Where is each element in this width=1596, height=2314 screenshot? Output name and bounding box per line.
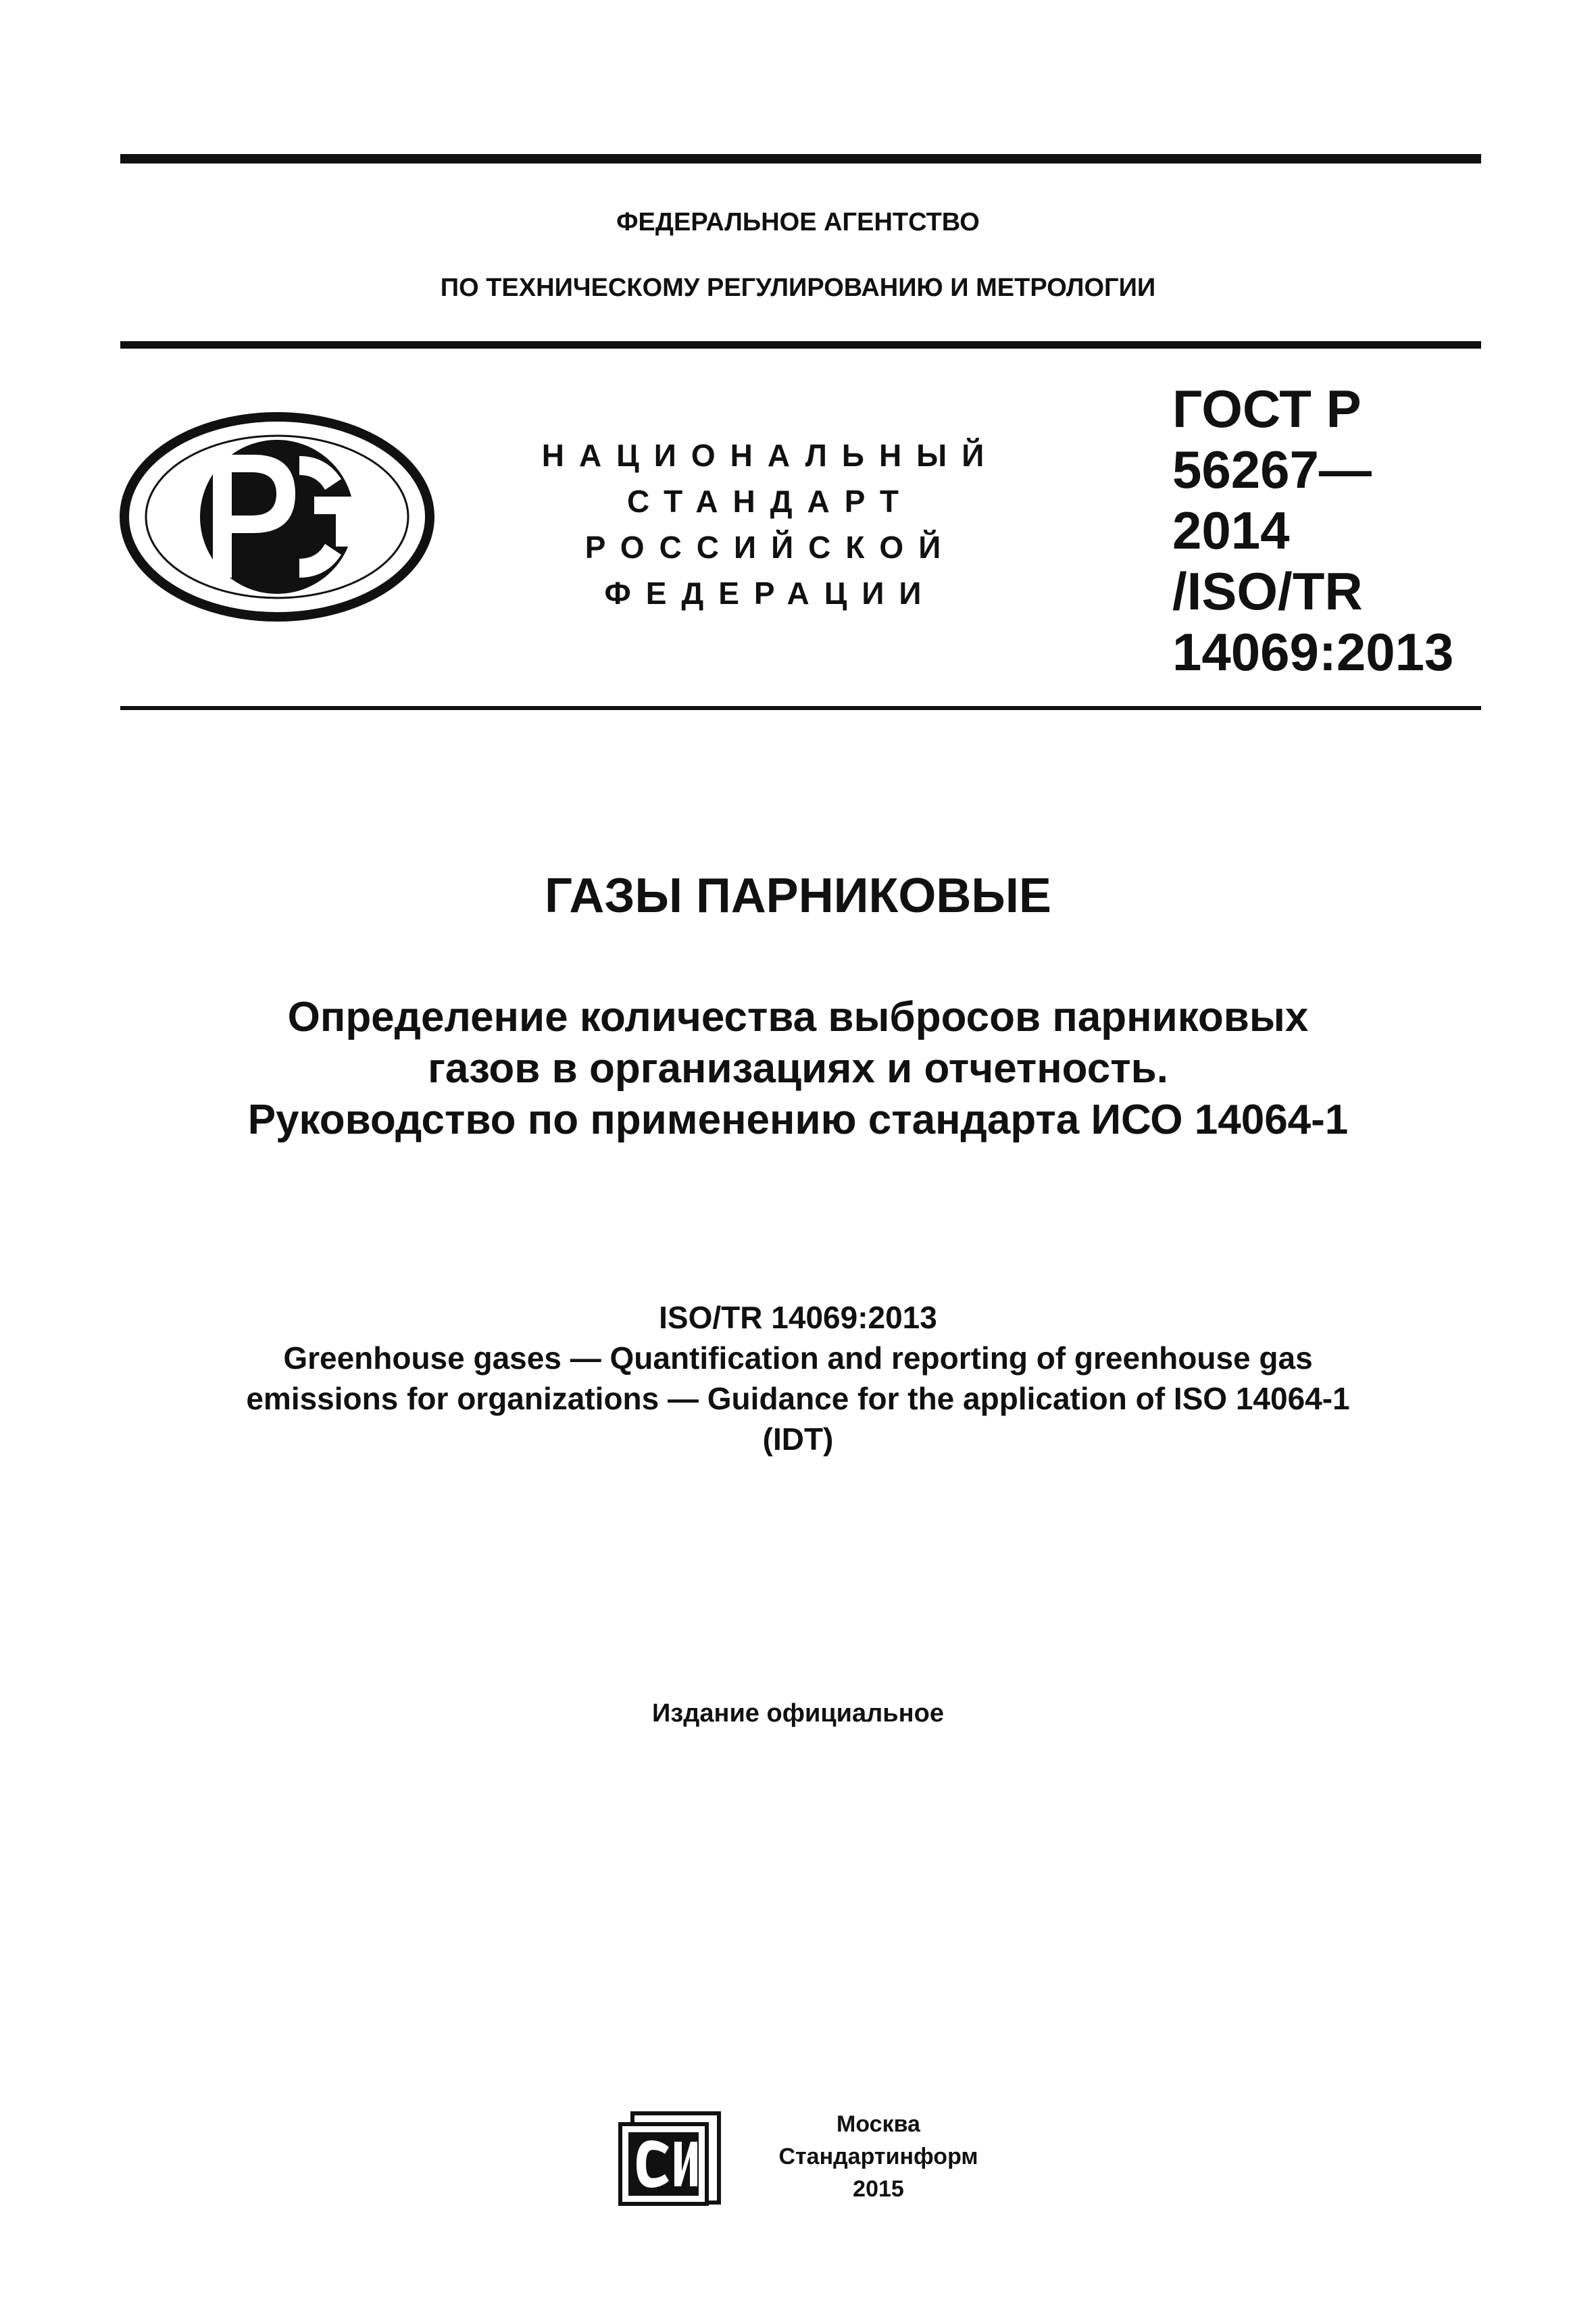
- standartinform-logo-icon: [616, 2108, 724, 2213]
- subtitle-line: Руководство по применению стандарта ИСО 14064-1: [247, 1097, 1349, 1143]
- designation-line: /ISO/TR: [1172, 561, 1363, 621]
- intl-line: emissions for organizations — Guidance for the application of ISO 14064-1: [246, 1381, 1350, 1416]
- intl-line: Greenhouse gases — Quantification and reporting of greenhouse gas: [283, 1340, 1313, 1376]
- document-title: ГАЗЫ ПАРНИКОВЫЕ: [545, 869, 1051, 923]
- header-rule: [120, 341, 1481, 349]
- international-standard-reference: [0, 1297, 1596, 1459]
- designation-rule: [120, 706, 1481, 710]
- national-standard-line: РОССИЙСКОЙ: [584, 530, 956, 565]
- national-standard-line: СТАНДАРТ: [627, 484, 914, 519]
- designation-line: 56267—: [1172, 440, 1372, 499]
- national-standard-line: ФЕДЕРАЦИИ: [604, 576, 937, 611]
- intl-line: ISO/TR 14069:2013: [659, 1300, 937, 1335]
- designation-line: 14069:2013: [1172, 622, 1454, 682]
- publisher-imprint: [737, 2108, 1020, 2205]
- publisher-city: Москва: [837, 2111, 920, 2137]
- agency-line-1: ФЕДЕРАЛЬНОЕ АГЕНТСТВО: [616, 208, 980, 236]
- subtitle-line: Определение количества выбросов парниковых: [287, 994, 1309, 1040]
- top-rule: [120, 154, 1481, 164]
- national-standard-line: НАЦИОНАЛЬНЫЙ: [541, 438, 999, 473]
- publisher-name: Стандартинформ: [778, 2144, 978, 2169]
- rst-conformity-mark-icon: [118, 409, 436, 628]
- document-subtitle: [0, 992, 1596, 1146]
- publisher-year: 2015: [853, 2176, 904, 2202]
- intl-line: (IDT): [762, 1422, 834, 1457]
- subtitle-line: газов в организациях и отчетность.: [428, 1045, 1168, 1092]
- designation-line: 2014: [1172, 501, 1290, 560]
- national-standard-block: [514, 432, 1027, 616]
- standard-designation: [1172, 378, 1470, 682]
- agency-line-2: ПО ТЕХНИЧЕСКОМУ РЕГУЛИРОВАНИЮ И МЕТРОЛОГИИ: [440, 274, 1156, 302]
- designation-line: ГОСТ Р: [1172, 379, 1362, 438]
- edition-note: Издание официальное: [652, 1699, 944, 1728]
